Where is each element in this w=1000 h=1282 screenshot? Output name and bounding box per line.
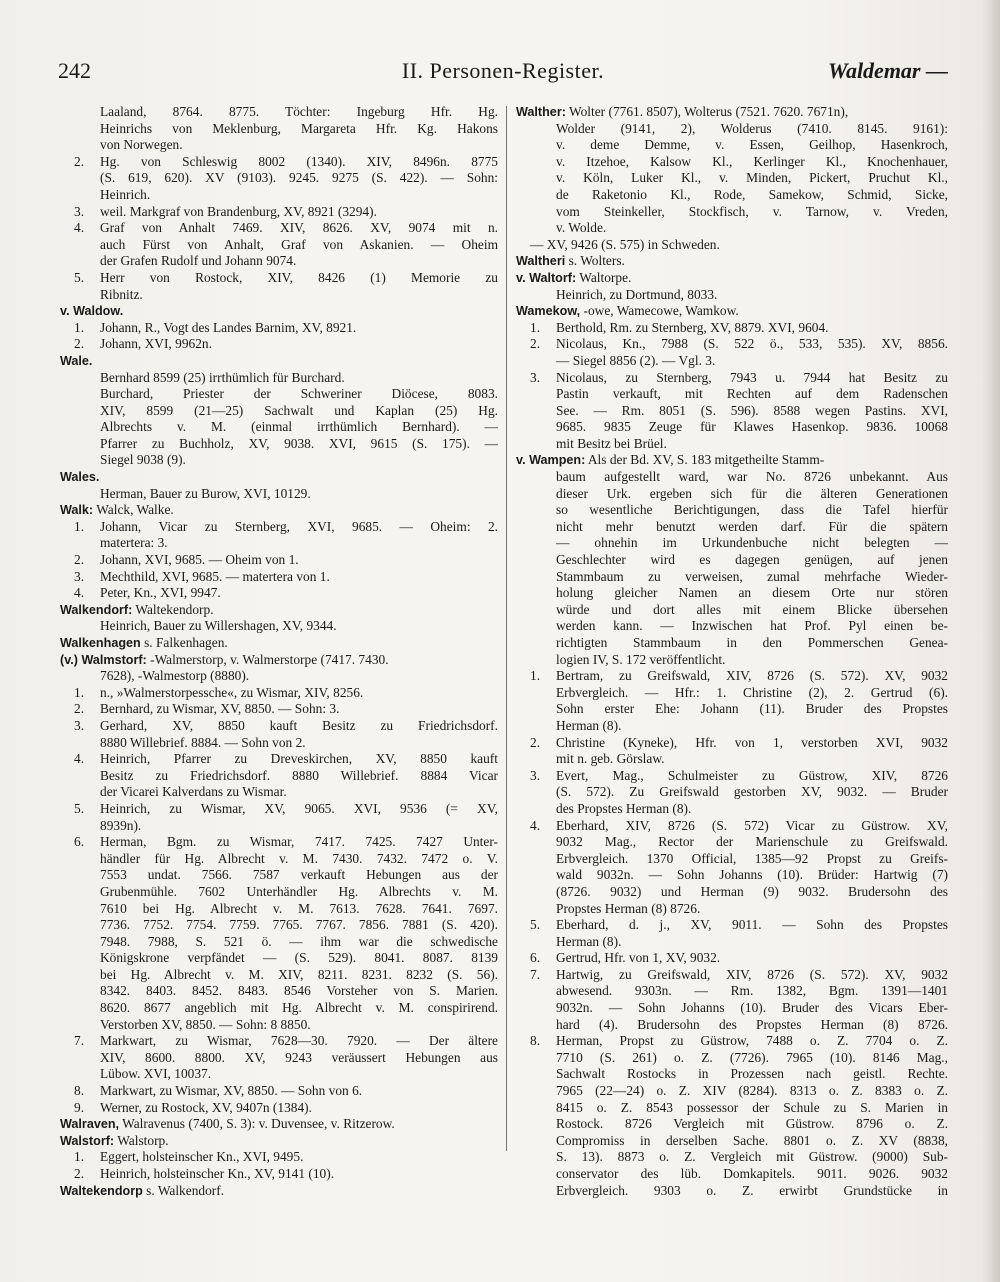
entry-name: Waltekendorp (60, 1183, 143, 1198)
entry-text: Markwart, zu Wismar, XV, 8850. — Sohn von 6. (100, 1083, 363, 1099)
entry-continuation: Siegel 9038 (9). (100, 452, 186, 468)
numbered-entry (516, 735, 948, 752)
entry-text: Heinrich, zu Wismar, XV, 9065. XVI, 9536 (= XV, (100, 800, 498, 816)
index-entry-heading (60, 1116, 498, 1133)
index-entry-heading (60, 602, 498, 619)
entry-text: Christine (Kyneke), Hfr. von 1, verstorben XVI, 9032 (556, 734, 948, 750)
entry-continuation: vom Steinkeller, Stockfisch, v. Tarnow, v. Vreden, (556, 203, 948, 219)
entry-continuation: mit Besitz bei Brüel. (556, 435, 667, 451)
entry-name: Walkendorf: (60, 602, 133, 617)
entry-continuation: Rostock. 8726 Vergleich mit Güstrow. 8796 o. Z. (556, 1116, 948, 1132)
entry-continuation: auch Fürst von Anhalt, Graf von Askanien. — Oheim (100, 236, 498, 252)
entry-continuation: Grubenmühle. 7602 Unterhändler Hg. Albrechts v. M. (100, 883, 498, 899)
entry-continuation: 8620. 8677 angeblich mit Hg. Albrecht v. M. conspirirend. (100, 1000, 498, 1016)
entry-continuation: v. deme Demme, v. Essen, Geilhop, Hasenkroch, (556, 137, 948, 153)
entry-continuation: Albrechts v. M. (einmal irrthümlich Bernhard). — (100, 419, 498, 435)
numbered-entry (60, 270, 498, 287)
entry-continuation: Ribnitz. (100, 286, 143, 302)
entry-text: Johann, R., Vogt des Landes Barnim, XV, 8921. (100, 319, 357, 335)
entry-text: Evert, Mag., Schulmeister zu Güstrow, XIV, 8726 (556, 767, 948, 783)
entry-number: 7. (530, 966, 541, 982)
entry-continuation: der Vicarei Kalverdans zu Wismar. (100, 784, 287, 800)
numbered-entry (60, 685, 498, 702)
entry-continuation: 7736. 7752. 7754. 7759. 7765. 7767. 7856. 7881 (S. 420). (100, 917, 498, 933)
entry-continuation: 9685. 9835 Zeuge für Klawes Hasenkop. 9836. 10068 (556, 419, 948, 435)
entry-continuation: — Siegel 8856 (2). — Vgl. 3. (556, 352, 716, 368)
entry-number: 4. (530, 817, 541, 833)
entry-text: Bernhard, zu Wismar, XV, 8850. — Sohn: 3. (100, 701, 340, 717)
entry-continuation: baum aufgestellt ward, war No. 8726 unbekannt. Aus (556, 469, 948, 485)
index-entry-heading (516, 104, 948, 121)
left-column (60, 104, 498, 1199)
entry-continuation: v. Wolde. (556, 220, 607, 236)
entry-text: Herr von Rostock, XIV, 8426 (1) Memorie zu (100, 269, 498, 285)
numbered-entry (60, 320, 498, 337)
entry-continuation: Heinrichs von Meklenburg, Margareta Hfr. Kg. Hakons (100, 120, 498, 136)
entry-continuation: richtigten Stammbaum in den Pommerschen Genea- (556, 635, 948, 650)
entry-continuation: so wesentliche Berichtigungen, dass die Tafel hierfür (556, 502, 948, 518)
entry-name: v. Waltorf: (516, 270, 577, 285)
entry-name: Waltheri (516, 254, 566, 269)
entry-text: -Walmerstorp, v. Walmerstorpe (7417. 7430. (146, 651, 389, 667)
numbered-entry (516, 668, 948, 685)
entry-continuation: v. Itzehoe, Kalsow Kl., Kerlinger Kl., Knochenhauer, (556, 153, 948, 169)
entry-continuation: Geschlechter wird es dagegen genügen, auf jenen (556, 552, 948, 568)
entry-text: Mechthild, XVI, 9685. — matertera von 1. (100, 568, 330, 584)
entry-name: Wale. (60, 353, 93, 368)
entry-continuation: 8342. 8403. 8452. 8483. 8546 Vorsteher von S. Marien. (100, 983, 498, 999)
entry-name: v. Wampen: (516, 453, 586, 468)
numbered-entry (60, 1033, 498, 1050)
entry-continuation: Wolder (9141, 2), Wolderus (7410. 8145. 9161): (556, 120, 948, 136)
numbered-entry (516, 320, 948, 337)
entry-number: 2. (74, 336, 85, 352)
entry-name: Walkenhagen (60, 636, 141, 650)
index-entry-heading (60, 353, 498, 370)
entry-number: 1. (74, 319, 85, 335)
entry-continuation: 7710 (S. 261) o. Z. (7726). 7965 (10). 8146 Mag., (556, 1049, 948, 1065)
entry-continuation: 9032n. — Sohn Johanns (10). Bruder des Vicars Eber- (556, 1000, 948, 1016)
entry-text: Eberhard, d. j., XV, 9011. — Sohn des Propstes (556, 917, 948, 933)
entry-continuation: bei Hg. Albrecht v. M. XIV, 8211. 8231. 8232 (S. 56). (100, 966, 498, 982)
entry-text: Als der Bd. XV, S. 183 mitgetheilte Stamm- (585, 452, 825, 468)
entry-continuation: Pastin verkauft, mit Rechten auf dem Radenschen (556, 386, 948, 402)
numbered-entry (516, 1033, 948, 1050)
entry-text: Markwart, zu Wismar, 7628—30. 7920. — Der ältere (100, 1033, 498, 1049)
entry-continuation: 7610 bei Hg. Albrecht v. M. 7613. 7628. 7641. 7697. (100, 900, 498, 916)
entry-continuation: 7965 (22—24) o. Z. XIV (8284). 8313 o. Z. 8383 o. Z. (556, 1083, 948, 1099)
index-entry-heading (60, 1133, 498, 1150)
page-header (58, 58, 948, 92)
entry-continuation: händler für Hg. Albrecht v. M. 7430. 7432. 7472 o. V. (100, 850, 498, 866)
entry-continuation: Königskrone verpfändet — (S. 529). 8041. 8087. 8139 (100, 950, 498, 966)
entry-continuation: von Norwegen. (100, 137, 183, 153)
numbered-entry (60, 718, 498, 735)
entry-number: 2. (74, 1166, 85, 1181)
entry-continuation: (S. 619, 620). XV (9103). 9245. 9275 (S. 422). — Sohn: (100, 170, 498, 186)
entry-text: Werner, zu Rostock, XV, 9407n (1384). (100, 1099, 312, 1115)
entry-number: 4. (74, 585, 85, 601)
index-entry-heading (516, 270, 948, 287)
entry-continuation: S. 13). 8873 o. Z. Vergleich mit Güstrow. (9000) Sub- (556, 1149, 948, 1165)
entry-text: Bertram, zu Greifswald, XIV, 8726 (S. 572). XV, 9032 (556, 668, 948, 684)
entry-continuation: Erbvergleich. 1370 Official, 1385—92 Propst zu Greifs- (556, 850, 948, 866)
entry-text: Johann, XVI, 9962n. (100, 336, 212, 352)
entry-name: Wales. (60, 470, 100, 485)
index-entry-heading (516, 303, 948, 320)
entry-text: Herman, Bgm. zu Wismar, 7417. 7425. 7427 Unter- (100, 834, 498, 850)
entry-text: Peter, Kn., XVI, 9947. (100, 585, 221, 601)
entry-continuation: XIV, 8600. 8800. XV, 9243 veräussert Hebungen aus (100, 1049, 498, 1065)
entry-continuation: Sohn erster Ehe: Johann (11). Bruder des Propstes (556, 701, 948, 717)
entry-number: 4. (74, 751, 85, 767)
entry-text: s. Wolters. (565, 253, 625, 269)
entry-text: Johann, XVI, 9685. — Oheim von 1. (100, 552, 299, 568)
entry-name: Walstorf: (60, 1133, 115, 1148)
entry-number: 8. (74, 1083, 85, 1099)
page-number: 242 (58, 58, 91, 83)
entry-continuation: würde und dort alles mit einem Blicke übersehen (556, 601, 948, 617)
entry-continuation: Herman (8). (556, 717, 622, 733)
entry-number: 1. (74, 684, 85, 700)
entry-number: 6. (530, 950, 541, 966)
entry-text: Walck, Walke. (93, 502, 174, 518)
entry-continuation: Pfarrer zu Buchholz, XV, 9038. XVI, 9615 (S. 175). — (100, 435, 498, 451)
entry-continuation: Heinrich, zu Dortmund, 8033. (556, 286, 718, 302)
entry-continuation: Besitz zu Friedrichsdorf. 8880 Willebrief. 8884 Vicar (100, 767, 498, 783)
entry-continuation: holung gleicher Namen an diesem Orte nur stören (556, 585, 948, 601)
numbered-entry (60, 1100, 498, 1117)
page-edge-shadow (982, 0, 1000, 1282)
entry-continuation: Burchard, Priester der Schweriner Diöcese, 8083. (100, 386, 498, 402)
entry-number: 2. (530, 734, 541, 750)
entry-name: (v.) Walmstorf: (60, 652, 147, 667)
entry-number: 1. (530, 319, 541, 335)
entry-number: 6. (74, 834, 85, 850)
entry-continuation: Propstes Herman (8) 8726. (556, 900, 701, 916)
numbered-entry (60, 585, 498, 602)
entry-text: Heinrich, holsteinscher Kn., XV, 9141 (10). (100, 1166, 335, 1181)
entry-number: 2. (74, 552, 85, 568)
entry-number: 9. (74, 1099, 85, 1115)
entry-continuation: hard (4). Brudersohn des Propstes Herman (8) 8726. (556, 1016, 948, 1032)
entry-name: Wamekow, (516, 304, 581, 319)
entry-continuation: Erbvergleich. 9303 o. Z. erwirbt Grundstücke in (556, 1182, 948, 1198)
entry-continuation: Heinrich, Bauer zu Willershagen, XV, 9344. (100, 618, 337, 634)
entry-number: 2. (74, 153, 85, 169)
numbered-entry (60, 220, 498, 237)
entry-number: 3. (530, 369, 541, 385)
entry-continuation: wald 9032n. — Sohn Johanns (10). Brüder: Hartwig (7) (556, 867, 948, 883)
entry-continuation: 7553 undat. 7566. 7587 verkauft Hebungen aus der (100, 867, 498, 883)
entry-number: 4. (74, 220, 85, 236)
entry-continuation: werden kann. — Inzwischen hat Prof. Pyl einen be- (556, 618, 948, 634)
entry-text: Wolter (7761. 8507), Wolterus (7521. 7620. 7671n), (565, 104, 849, 119)
entry-continuation: — XV, 9426 (S. 575) in Schweden. (530, 236, 720, 252)
entry-continuation: Lübow. XVI, 10037. (100, 1066, 212, 1082)
entry-number: 1. (530, 668, 541, 684)
entry-text: Nicolaus, zu Sternberg, 7943 u. 7944 hat Besitz zu (556, 369, 948, 385)
entry-continuation: (8726. 9032) und Herman (9) 9032. Brudersohn des (556, 883, 948, 899)
numbered-entry (60, 569, 498, 586)
entry-number: 3. (74, 203, 85, 219)
numbered-entry (60, 204, 498, 221)
numbered-entry (516, 336, 948, 353)
entry-number: 3. (530, 767, 541, 783)
entry-number: 3. (74, 717, 85, 733)
entry-continuation: dieser Urk. ergeben sich für die älteren Generationen (556, 485, 948, 501)
entry-text: Hartwig, zu Greifswald, XIV, 8726 (S. 572). XV, 9032 (556, 966, 948, 982)
entry-text: n., »Walmerstorpessche«, zu Wismar, XIV, 8256. (100, 684, 364, 700)
entry-continuation: conservator des lüb. Domkapitels. 9011. 9026. 9032 (556, 1166, 948, 1181)
entry-continuation: logien IV, S. 172 veröffentlicht. (556, 651, 726, 667)
entry-continuation: 9032 Mag., Rector der Marienschule zu Greifswald. (556, 834, 948, 850)
entry-text: Waltorpe. (576, 269, 632, 285)
entry-continuation: nicht mehr benutzt werden darf. Für die spätern (556, 518, 948, 534)
entry-number: 8. (530, 1033, 541, 1049)
entry-continuation: de Raketonio Kl., Rode, Samekow, Schmid, Sicke, (556, 186, 948, 202)
entry-text: Waltekendorp. (132, 601, 214, 617)
entry-number: 5. (74, 800, 85, 816)
entry-text: Gertrud, Hfr. von 1, XV, 9032. (556, 950, 721, 966)
entry-continuation: Erbvergleich. — Hfr.: 1. Christine (2), 2. Gertrud (6). (556, 684, 948, 700)
entry-continuation: XIV, 8599 (21—25) Sachwalt und Kaplan (25) Hg. (100, 402, 498, 418)
entry-number: 2. (530, 336, 541, 352)
entry-continuation: Herman, Bauer zu Burow, XVI, 10129. (100, 485, 311, 501)
entry-continuation: Herman (8). (556, 933, 622, 949)
entry-continuation: abwesend. 9303n. — Rm. 1382, Bgm. 1391—1401 (556, 983, 948, 999)
entry-continuation: der Grafen Rudolf und Johann 9074. (100, 253, 297, 269)
entry-continuation: 8939n). (100, 817, 142, 833)
entry-text: Herman, Propst zu Güstrow, 7488 o. Z. 7704 o. Z. (556, 1033, 948, 1049)
numbered-entry (60, 552, 498, 569)
entry-continuation: matertera: 3. (100, 535, 168, 551)
entry-continuation: Sachwalt Rostocks in Prozessen nach geistl. Rechte. (556, 1066, 948, 1082)
index-entry-heading (60, 303, 498, 320)
entry-number: 1. (74, 518, 85, 534)
numbered-entry (60, 1083, 498, 1100)
entry-text: Heinrich, Pfarrer zu Dreveskirchen, XV, 8850 kauft (100, 751, 498, 767)
entry-text: Eberhard, XIV, 8726 (S. 572) Vicar zu Güstrow. XV, (556, 817, 948, 833)
index-entry-heading (60, 1183, 498, 1200)
entry-name: Walther: (516, 105, 566, 119)
numbered-entry (60, 1149, 498, 1166)
numbered-entry (516, 818, 948, 835)
numbered-entry (60, 701, 498, 718)
entry-text: s. Falkenhagen. (140, 635, 228, 650)
entry-name: Walk: (60, 503, 94, 518)
numbered-entry (60, 519, 498, 536)
right-column (516, 104, 948, 1199)
entry-continuation: mit n. geb. Görslaw. (556, 751, 665, 767)
entry-text: Walstorp. (114, 1132, 169, 1148)
entry-continuation: 7628), -Walmestorp (8880). (100, 668, 250, 684)
index-entry-heading (60, 652, 498, 669)
numbered-entry (60, 154, 498, 171)
entry-continuation: — ohnehin im Urkundenbuche nicht belegten — (556, 535, 948, 551)
index-entry-heading (60, 502, 498, 519)
entry-continuation: des Propstes Herman (8). (556, 800, 692, 816)
entry-text: Gerhard, XV, 8850 kauft Besitz zu Friedrichsdorf. (100, 717, 498, 733)
entry-continuation: Verstorben XV, 8850. — Sohn: 8 8850. (100, 1016, 311, 1032)
entry-number: 5. (530, 917, 541, 933)
running-title: II. Personen-Register. (401, 58, 605, 83)
entry-continuation: 8415 o. Z. 8543 possessor der Schule zu S. Marien in (556, 1099, 948, 1115)
entry-continuation: v. Köln, Luker Kl., v. Minden, Pickert, Pruchut Kl., (556, 170, 948, 186)
index-entry-heading (60, 469, 498, 486)
entry-continuation: Laaland, 8764. 8775. Töchter: Ingeburg Hfr. Hg. (100, 104, 498, 119)
numbered-entry (516, 950, 948, 967)
entry-name: Walraven, (60, 1117, 120, 1132)
numbered-entry (60, 801, 498, 818)
entry-continuation: 8880 Willebrief. 8884. — Sohn von 2. (100, 734, 306, 750)
entry-text: weil. Markgraf von Brandenburg, XV, 8921 (3294). (100, 203, 377, 219)
entry-number: 2. (74, 701, 85, 717)
numbered-entry (60, 834, 498, 851)
entry-continuation: Compromiss in derselben Sache. 8801 o. Z. XV (8838, (556, 1132, 948, 1148)
numbered-entry (60, 336, 498, 353)
entry-text: Eggert, holsteinscher Kn., XVI, 9495. (100, 1149, 304, 1165)
entry-text: Walravenus (7400, S. 3): v. Duvensee, v. Ritzerow. (119, 1116, 395, 1132)
entry-number: 5. (74, 269, 85, 285)
numbered-entry (60, 1166, 498, 1183)
numbered-entry (516, 768, 948, 785)
entry-continuation: See. — Rm. 8051 (S. 596). 8588 wegen Pastins. XVI, (556, 402, 948, 418)
entry-text: Johann, Vicar zu Sternberg, XVI, 9685. — Oheim: 2. (100, 518, 498, 534)
entry-text: Berthold, Rm. zu Sternberg, XV, 8879. XVI, 9604. (556, 319, 829, 335)
column-rule (506, 106, 507, 1151)
numbered-entry (516, 917, 948, 934)
index-entry-heading (516, 452, 948, 469)
index-entry-heading (60, 635, 498, 652)
entry-text: Nicolaus, Kn., 7988 (S. 522 ö., 533, 535). XV, 8856. (556, 336, 948, 352)
entry-number: 7. (74, 1033, 85, 1049)
entry-text: Graf von Anhalt 7469. XIV, 8626. XV, 9074 mit n. (100, 220, 498, 236)
numbered-entry (516, 370, 948, 387)
entry-continuation: 7948. 7988, S. 521 ö. — ihm war die schwedische (100, 933, 498, 949)
running-head: Waldemar — (828, 58, 948, 83)
entry-text: -owe, Wamecowe, Wamkow. (580, 303, 739, 319)
numbered-entry (516, 967, 948, 984)
entry-continuation: Bernhard 8599 (25) irrthümlich für Burchard. (100, 369, 345, 385)
entry-text: Hg. von Schleswig 8002 (1340). XIV, 8496n. 8775 (100, 153, 498, 169)
entry-continuation: Heinrich. (100, 186, 151, 202)
entry-text: s. Walkendorf. (142, 1182, 225, 1198)
entry-number: 1. (74, 1149, 85, 1165)
entry-number: 3. (74, 568, 85, 584)
numbered-entry (60, 751, 498, 768)
entry-continuation: (S. 572). Zu Greifswald gestorben XV, 9032. — Bruder (556, 784, 948, 800)
entry-name: v. Waldow. (60, 304, 124, 319)
entry-continuation: Stammbaum zu verweisen, zumal mehrfache Wieder- (556, 568, 948, 584)
index-entry-heading (516, 253, 948, 270)
